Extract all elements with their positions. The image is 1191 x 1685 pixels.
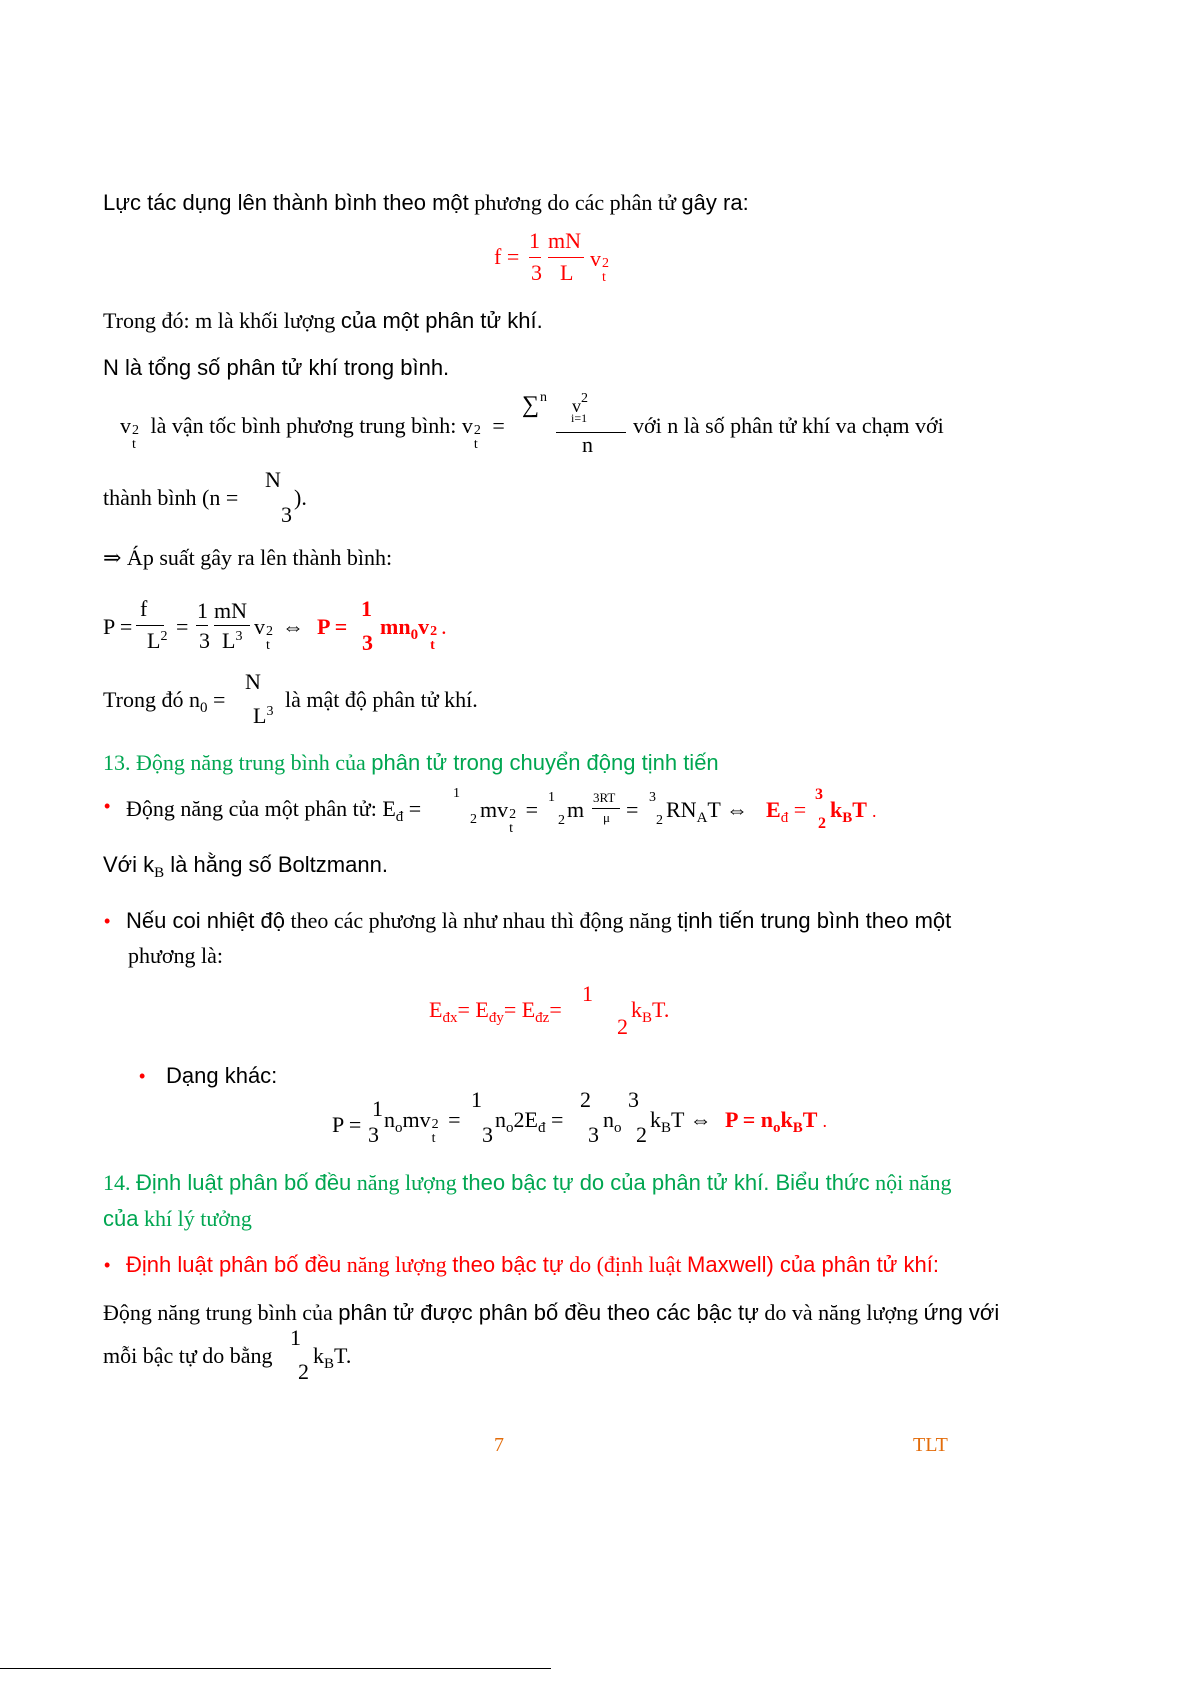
- sub: t: [431, 1131, 436, 1146]
- text: do và năng lượng: [764, 1300, 919, 1325]
- ed-result: [766, 797, 806, 827]
- para-N: N là tổng số phân tử khí trong bình.: [103, 355, 450, 380]
- para-equal-temp: [126, 908, 951, 934]
- sup: 2: [430, 624, 438, 639]
- sub: A: [696, 810, 708, 826]
- p-eq: =: [176, 614, 189, 639]
- mv: [480, 797, 539, 836]
- frac-den: 3: [368, 1122, 379, 1147]
- T: T: [852, 797, 867, 822]
- alt-term2: [495, 1107, 563, 1137]
- frac-den: 3: [482, 1122, 493, 1147]
- v: v: [418, 614, 430, 639]
- text: Maxwell) của phân tử khí:: [687, 1252, 939, 1277]
- para-equipartition: [103, 1300, 999, 1326]
- alt-term3: [603, 1107, 622, 1137]
- text: gây ra:: [681, 190, 749, 215]
- L: L: [222, 628, 236, 653]
- dot: .: [822, 1111, 828, 1131]
- frac-num: 2: [580, 1087, 591, 1112]
- para-vt-rhs: với n là số phân tử khí va chạm với: [633, 413, 944, 438]
- text: 13. Động năng trung bình của: [103, 750, 366, 775]
- sub: t: [266, 638, 270, 653]
- sub: t: [430, 638, 435, 653]
- sup: 2: [160, 629, 168, 644]
- p-lhs: P =: [103, 614, 133, 639]
- p-res-num: 1: [361, 596, 372, 621]
- text: của: [103, 1206, 139, 1231]
- para-vt-lhs: [120, 413, 505, 452]
- text: năng lượng: [346, 1252, 447, 1277]
- sigma-bot: i=1: [571, 411, 588, 425]
- sub: t: [602, 270, 606, 285]
- p-L2: [147, 628, 167, 654]
- maxwell-law: [126, 1252, 939, 1278]
- para-kb: [103, 852, 388, 882]
- text: mv: [480, 797, 509, 822]
- para-each-dof: mỗi bậc tự do bằng: [103, 1343, 273, 1368]
- text: khí lý tưởng: [143, 1206, 252, 1231]
- sup: 2: [581, 391, 588, 406]
- sub: B: [661, 1120, 672, 1136]
- text: Định luật phân bố đều: [136, 1170, 352, 1195]
- frac-den: 3: [588, 1122, 599, 1147]
- para-force: [103, 190, 749, 216]
- sub: 0: [200, 700, 208, 716]
- fraction-bar: [214, 625, 250, 626]
- fraction-bar: [136, 625, 164, 626]
- text: phương do các phân tử: [474, 190, 676, 215]
- frac-num: 1: [548, 790, 555, 805]
- para-where-m: [103, 308, 543, 334]
- k: k: [631, 997, 642, 1022]
- sup: 3: [266, 704, 274, 719]
- text: mn: [380, 614, 411, 639]
- k: k: [830, 797, 843, 822]
- footer-divider: [0, 1668, 551, 1669]
- text: Động năng trung bình của: [103, 1300, 333, 1325]
- p-f: f: [140, 596, 148, 621]
- text: theo bậc tự do của phân tử khí. Biểu thức: [462, 1170, 870, 1195]
- dot: .: [872, 801, 877, 821]
- alt-result: [725, 1107, 827, 1137]
- footer-author: TLT: [913, 1434, 948, 1456]
- n0-den: [253, 703, 273, 729]
- text: Lực tác dụng lên thành bình theo một: [103, 190, 469, 215]
- p-v: [254, 614, 277, 653]
- eq: =: [213, 687, 226, 712]
- frac-num: 3: [815, 786, 823, 803]
- frac-den: 2: [636, 1122, 647, 1147]
- sub: o: [773, 1120, 781, 1136]
- sub: B: [324, 1356, 335, 1372]
- v: v: [254, 614, 265, 639]
- sub: o: [395, 1120, 403, 1136]
- sup: 2: [431, 1117, 439, 1132]
- mv: mv: [402, 1107, 431, 1132]
- sigma: ∑: [522, 392, 540, 418]
- frac-num: 1: [453, 786, 460, 801]
- n0-rhs: là mật độ phân tử khí.: [285, 687, 478, 712]
- p-res-den: 3: [362, 630, 373, 655]
- close-paren: ).: [294, 485, 307, 510]
- sub: đy: [488, 1010, 504, 1026]
- frac-den: 3: [281, 502, 292, 527]
- v: v: [590, 246, 601, 271]
- sigma-top: n: [540, 390, 547, 405]
- para-equal-temp-2: phương là:: [128, 943, 224, 968]
- formula-f-num1: 1: [529, 228, 540, 253]
- sub: o: [506, 1120, 514, 1136]
- frac-den: 2: [818, 815, 826, 832]
- bullet: •: [104, 1255, 111, 1275]
- eq: =: [550, 1107, 564, 1132]
- frac-num: 1: [471, 1087, 482, 1112]
- eq: = E: [457, 997, 489, 1022]
- para-pressure: ⇒ Áp suất gây ra lên thành bình:: [103, 545, 393, 570]
- p-res-lhs: P =: [317, 614, 348, 639]
- text: là hằng số Boltzmann.: [170, 852, 388, 877]
- T: T: [802, 1107, 818, 1132]
- k: k: [313, 1343, 324, 1368]
- sub: B: [792, 1120, 803, 1136]
- page-number: 7: [494, 1434, 504, 1456]
- text: nội năng: [875, 1170, 952, 1195]
- frac-den: 2: [558, 813, 565, 828]
- sup: 2: [602, 256, 609, 271]
- text: phân tử được phân bố đều theo các bậc tự: [338, 1300, 759, 1325]
- kbt: [631, 997, 669, 1027]
- sub: o: [614, 1120, 622, 1136]
- para-wall: thành bình (n =: [103, 485, 239, 510]
- kbt: [830, 797, 877, 827]
- frac-num: 3RT: [593, 790, 616, 805]
- sub: đ: [780, 810, 789, 826]
- L: L: [147, 628, 161, 653]
- formula-f-den2: L: [560, 260, 574, 285]
- heading-14-line2: [103, 1206, 252, 1232]
- text: Trong đó: m là khối lượng: [103, 308, 336, 333]
- k: k: [650, 1107, 661, 1132]
- sup: 2: [132, 423, 139, 438]
- n: n: [384, 1107, 395, 1132]
- kinetic-energy-text: [126, 796, 421, 826]
- sub: B: [154, 865, 165, 881]
- text: Động năng của một phân tử: E: [126, 796, 396, 821]
- eq: = E: [503, 997, 536, 1022]
- text: Trong đó n: [103, 687, 200, 712]
- n: n: [603, 1107, 614, 1132]
- para-n0: [103, 687, 225, 717]
- frac-num: 1: [582, 981, 593, 1006]
- L: L: [253, 703, 267, 728]
- 2E: 2E: [513, 1107, 538, 1132]
- p-res-body: [380, 614, 447, 653]
- E: E: [766, 797, 781, 822]
- sub: đ: [537, 1120, 546, 1136]
- sub: đ: [395, 809, 404, 825]
- m: m: [567, 797, 585, 822]
- frac-num: 3: [628, 1087, 639, 1112]
- text: do (định luật: [569, 1252, 682, 1277]
- fraction-bar: [196, 625, 208, 626]
- text: theo các phương là như nhau thì động năng: [290, 908, 672, 933]
- k: k: [780, 1107, 793, 1132]
- fraction-bar: [592, 808, 620, 809]
- eq: =: [626, 797, 639, 822]
- frac-num: 1: [290, 1325, 301, 1350]
- frac-den: μ: [603, 810, 610, 825]
- iff: ⇔: [725, 797, 748, 822]
- text: phân tử trong chuyển động tịnh tiến: [371, 750, 719, 775]
- p-iff: ⇔: [282, 614, 304, 639]
- eq: =: [448, 1107, 461, 1132]
- sub: B: [842, 810, 853, 826]
- kbt: [313, 1343, 351, 1373]
- p-d2: [222, 628, 242, 654]
- eq: =: [525, 797, 539, 822]
- frac-den: 2: [617, 1014, 628, 1039]
- eq: =: [408, 796, 422, 821]
- sub: t: [473, 437, 478, 452]
- e-formula: [429, 997, 562, 1027]
- p-n1: 1: [197, 598, 208, 623]
- T: T.: [334, 1343, 352, 1368]
- sub: B: [642, 1010, 653, 1026]
- n: n: [495, 1107, 506, 1132]
- formula-f-lhs: f =: [494, 244, 520, 269]
- rn: [666, 797, 748, 827]
- sup: 3: [235, 629, 243, 644]
- text: của một phân tử khí.: [340, 308, 543, 333]
- alt-term1: [384, 1107, 461, 1146]
- text: là vận tốc bình phương trung bình: v: [150, 413, 473, 438]
- text: ứng với: [923, 1300, 1000, 1325]
- p-d1: 3: [199, 628, 210, 653]
- text: theo bậc tự: [452, 1252, 564, 1277]
- heading-13: [103, 750, 719, 776]
- frac-den: 2: [298, 1359, 309, 1384]
- alt-kbt: [650, 1107, 712, 1137]
- iff: ⇔: [689, 1107, 712, 1132]
- frac-num: N: [265, 467, 281, 492]
- fraction-bar: [529, 257, 541, 258]
- dot: .: [441, 614, 447, 639]
- text: P = n: [725, 1107, 773, 1132]
- sub: 0: [410, 627, 419, 643]
- text: Định luật phân bố đều: [126, 1252, 342, 1277]
- formula-f-v: [590, 246, 611, 285]
- bullet: •: [104, 911, 111, 931]
- bullet: •: [139, 1066, 146, 1086]
- text: 14.: [103, 1170, 131, 1195]
- other-form-label: Dạng khác:: [166, 1063, 278, 1088]
- text: năng lượng: [356, 1170, 457, 1195]
- text: Với k: [103, 852, 155, 877]
- E: E: [429, 997, 443, 1022]
- sub: t: [132, 437, 136, 452]
- T: T: [671, 1107, 685, 1132]
- frac-num: 1: [372, 1096, 383, 1121]
- sup: 2: [473, 423, 481, 438]
- text: RN: [666, 797, 697, 822]
- text: tịnh tiến trung bình theo một: [677, 908, 952, 933]
- v: v: [572, 396, 581, 416]
- formula-f-num2: mN: [548, 228, 581, 253]
- frac-den: 2: [470, 812, 477, 827]
- eq: =: [549, 997, 562, 1022]
- sup: 2: [509, 807, 517, 822]
- sub: đx: [442, 1010, 458, 1026]
- sub: đz: [535, 1010, 550, 1026]
- formula-f-den1: 3: [531, 260, 542, 285]
- alt-lhs: P =: [332, 1112, 362, 1137]
- bullet: •: [104, 796, 111, 816]
- text: Nếu coi nhiệt độ: [126, 908, 285, 933]
- frac-num: 3: [649, 790, 656, 805]
- n0-num: N: [245, 669, 261, 694]
- fraction-bar: [548, 257, 584, 258]
- eq: =: [492, 413, 505, 438]
- v: v: [120, 413, 131, 438]
- T: T: [707, 797, 721, 822]
- frac-den: 2: [656, 813, 663, 828]
- sub: t: [509, 821, 514, 836]
- sup: 2: [266, 624, 273, 639]
- heading-14: [103, 1170, 952, 1196]
- den-n: n: [582, 432, 593, 457]
- eq: =: [793, 797, 807, 822]
- T: T.: [652, 997, 670, 1022]
- p-n2: mN: [214, 598, 247, 623]
